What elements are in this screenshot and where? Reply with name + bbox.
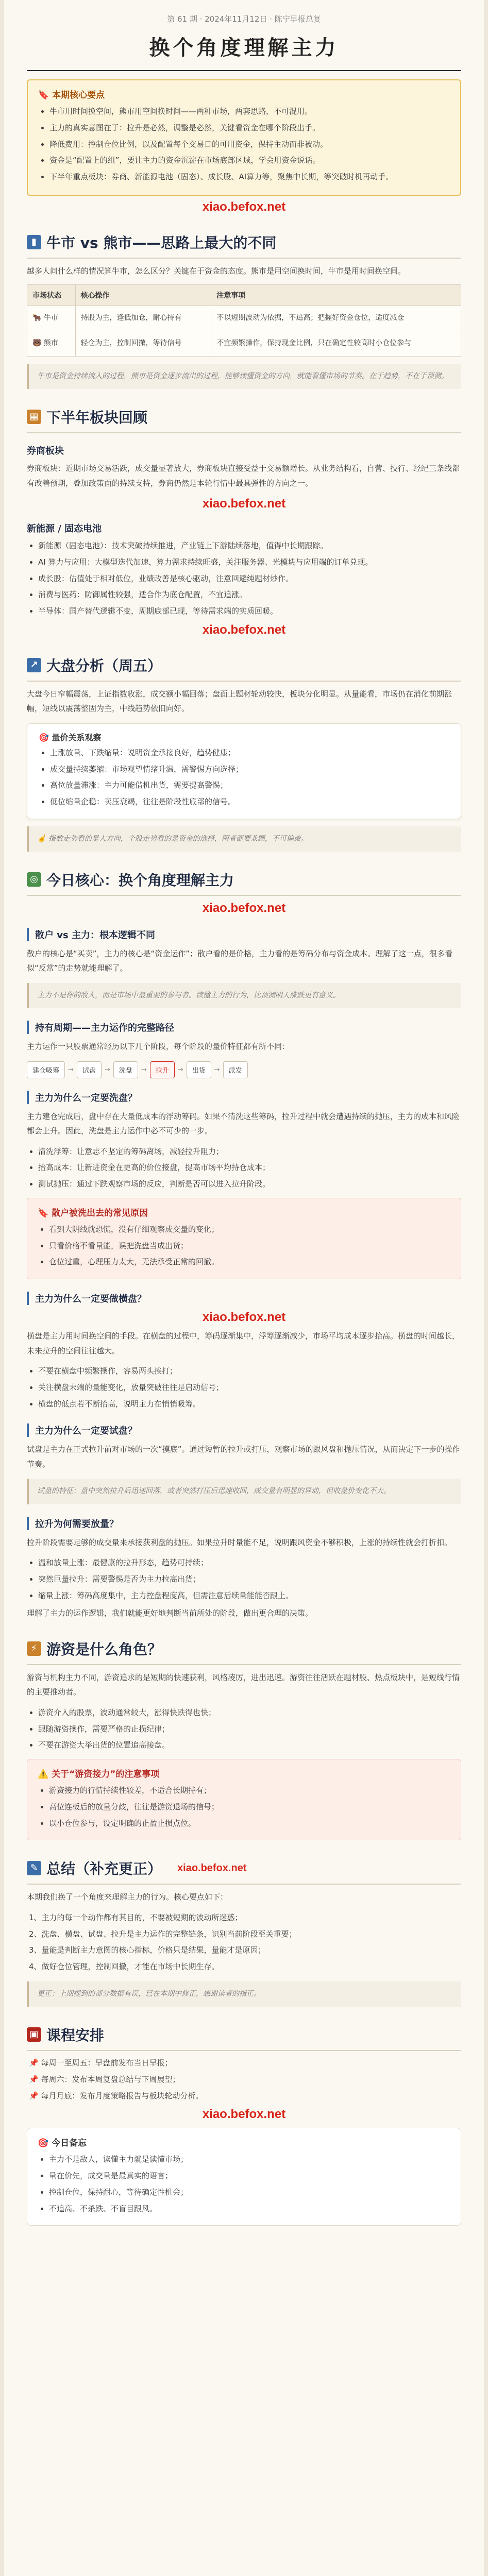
watermark: xiao.befox.net [202,901,286,915]
trend-icon: ↗ [27,658,41,672]
lightning-icon: ⚡ [27,1641,41,1656]
chart-icon: ▮ [27,235,41,249]
subheading: 券商板块 [27,446,64,457]
paragraph: 横盘是主力用时间换空间的手段。在横盘的过程中，筹码逐渐集中，浮筹逐渐减少，市场平均成本逐步抬高。横盘的时间越长，未来拉升的空间往往越大。 [27,1331,460,1355]
list-item: 3、量能是判断主力意图的核心指标，价格只是结果，量能才是原因； [29,1945,266,1955]
section-title: 总结（补充更正） [46,1860,162,1878]
list-item: • 半导体：国产替代逻辑不变，周期底部已现，等待需求端的实质回暖。 [38,604,461,619]
section-heading [27,406,461,433]
list-item: • 不要在横盘中频繁操作，容易两头挨打； [38,1364,461,1379]
section-heading [27,1858,461,1885]
table-cell: 不宜频繁操作，保持现金比例，只在确定性较高时小仓位参与 [211,331,461,357]
table-header: 核心操作 [75,285,211,306]
list-item: • 缩量上涨：筹码高度集中，主力控盘程度高，但需注意后续量能能否跟上。 [38,1589,461,1603]
bullet-list [27,1364,461,1411]
section-title: 课程安排 [46,2027,105,2044]
page-title: 换个角度理解主力 [149,36,339,60]
section-title: 大盘分析（周五） [46,657,162,674]
flow-step: 试盘 [77,1061,102,1078]
box-list [38,1784,450,1831]
list-item: • 控制仓位，保持耐心，等待确定性机会； [49,2185,450,2200]
paragraph: 游资与机构主力不同，游资追求的是短期的快速获利，风格凌厉，进出迅速。游资往往活跃在题材股、热点板块中，是短线行情的主要推动者。 [27,1672,460,1697]
table-row [27,306,461,331]
watermark: xiao.befox.net [177,1862,247,1874]
list-item: • 游资接力的行情持续性较差，不适合长期持有； [49,1784,450,1798]
note-icon: ✎ [27,1861,41,1875]
summary-points [27,1911,461,1974]
paragraph: 散户的核心是“买卖”，主力的核心是“资金运作”；散户看的是价格，主力看的是筹码分布与资金成本。理解了这一点，很多看似“反常”的走势就能理解了。 [27,948,453,973]
table-row [27,331,461,357]
list-item: • AI 算力与应用：大模型迭代加速，算力需求持续旺盛，关注服务器、光模块与应用端的订单兑现。 [38,555,461,570]
quote: 牛市是资金持续流入的过程，熊市是资金逐步流出的过程，能够读懂资金的方向，就能看懂市场的节奏。在于趋势，不在于预测。 [27,364,461,389]
bullet-list [27,1145,461,1192]
warning-box [27,1759,461,1840]
subheading: 主力为什么一定要洗盘？ [27,1091,461,1104]
list-item: • 低位缩量企稳：卖压衰竭，往往是阶段性底部的信号。 [50,795,449,809]
process-flow [27,1061,461,1078]
list-item: 📌 每周一至周五：早盘前发布当日早报； [29,2058,173,2068]
warning-box [27,1198,461,1279]
flow-step: 洗盘 [113,1061,138,1078]
table-cell: 🐂 牛市 [27,306,76,331]
box-title: 🎯 今日备忘 [38,2138,87,2149]
paragraph: 拉升阶段需要足够的成交量来承接获利盘的抛压。如果拉升时量能不足，说明跟风资金不够积极，上涨的持续性就会打折扣。 [27,1537,452,1547]
quote: ☝️ 指数走势看的是大方向，个股走势看的是资金的选择，两者都要兼顾，不可偏废。 [27,826,461,852]
section-heading [27,1638,461,1665]
list-item: • 仓位过重，心理压力太大，无法承受正常的回撤。 [49,1255,450,1269]
schedule-list [27,2056,461,2103]
list-item: 4、做好仓位管理，控制回撤，才能在市场中长期生存。 [29,1962,220,1972]
list-item: • 温和放量上涨：最健康的拉升形态，趋势可持续； [38,1556,461,1570]
arrow-icon: → [141,1065,147,1074]
summary-list [38,105,450,184]
bullet-list [27,1556,461,1603]
table-cell: 🐻 熊市 [27,331,76,357]
subheading: 散户 vs 主力：根本逻辑不同 [27,928,461,941]
flow-step: 建仓吸筹 [27,1061,65,1078]
paragraph: 本期我们换了一个角度来理解主力的行为。核心要点如下： [27,1892,228,1902]
info-card [27,723,461,819]
bullet-list [27,1706,461,1753]
summary-title: 🔖 本期核心要点 [38,90,105,100]
watermark: xiao.befox.net [202,1310,286,1325]
box-title: ⚠️ 关于“游资接力”的注意事项 [38,1769,160,1780]
box-title: 🔖 散户被洗出去的常见原因 [38,1208,148,1218]
list-item: • 跟随游资操作，需要严格的止损纪律； [38,1722,461,1737]
title-divider [27,70,461,71]
list-item: 1、主力的每一个动作都有其目的，不要被短期的波动所迷惑； [29,1912,243,1922]
watermark: xiao.befox.net [202,199,286,214]
list-item: 📌 每月月底：发布月度策略报告与板块轮动分析。 [29,2091,204,2100]
section-title: 今日核心：换个角度理解主力 [46,871,234,889]
section-title: 牛市 vs 熊市——思路上最大的不同 [46,234,277,251]
summary-item: • 下半年重点板块：券商、新能源电池（固态）、成长股、AI算力等，聚焦中长期，等突破时机再动手。 [49,170,450,184]
issue-line: 第 61 期 · 2024年11月12日 · 陈宁早报总复 [167,14,321,24]
flow-step: 派发 [223,1061,248,1078]
list-item: • 量在价先，成交量是最真实的语言； [49,2169,450,2183]
arrow-icon: → [177,1065,183,1074]
arrow-icon: → [214,1065,220,1074]
paragraph: 理解了主力的运作逻辑，我们就能更好地判断当前所处的阶段，做出更合理的决策。 [27,1608,313,1618]
list-item: • 不要在游资大举出货的位置追高接盘。 [38,1738,461,1753]
quote: 试盘的特征：盘中突然拉升后迅速回落，或者突然打压后迅速收回，成交量有明显的异动，但收盘价变化不大。 [27,1479,461,1504]
list-item: • 新能源（固态电池）：技术突破持续推进，产业链上下游陆续落地，值得中长期跟踪。 [38,539,461,553]
list-item: • 主力不是敌人，读懂主力就是读懂市场； [49,2153,450,2167]
section-title: 下半年板块回顾 [46,409,148,427]
paragraph: 主力运作一只股票通常经历以下几个阶段，每个阶段的量价特征都有所不同： [27,1042,290,1052]
quote: 更正：上期提到的部分数据有误，已在本期中修正，感谢读者的指正。 [27,1981,461,2007]
list-item: • 以小仓位参与，设定明确的止盈止损点位。 [49,1817,450,1831]
paragraph: 主力建仓完成后，盘中存在大量低成本的浮动筹码。如果不清洗这些筹码，拉升过程中就会遭遇持续的抛压，主力的成本和风险都会上升。因此，洗盘是主力运作中必不可少的一步。 [27,1111,460,1136]
list-item: • 成长股：估值处于相对低位，业绩改善是核心驱动，注意回避纯题材炒作。 [38,572,461,586]
article [4,0,484,2576]
summary-box [27,79,461,196]
list-item: • 消费与医药：防御属性较强，适合作为底仓配置，不宜追涨。 [38,588,461,602]
summary-item: • 降低费用：控制仓位比例，以及配置每个交易日的可用资金，保持主动而非被动。 [49,138,450,152]
card-list [39,746,449,809]
card-title: 🎯 量价关系观察 [39,732,102,742]
table-header: 注意事项 [211,285,461,306]
list-item: • 成交量持续萎缩：市场观望情绪升温，需警惕方向选择； [50,762,449,777]
list-item: • 关注横盘末端的量能变化，放量突破往往是启动信号； [38,1381,461,1395]
flow-step-active: 拉升 [150,1061,175,1078]
section-heading [27,2024,461,2051]
subheading: 主力为什么一定要做横盘？ [27,1292,461,1305]
watermark: xiao.befox.net [202,497,286,511]
box-list [38,2153,450,2216]
list-item: • 突然巨量拉升：需要警惕是否为主力拉高出货； [38,1572,461,1587]
subheading: 主力为什么一定要试盘？ [27,1423,461,1437]
section-heading [27,232,461,259]
watermark: xiao.befox.net [202,2107,286,2122]
list-item: • 只看价格不看量能，误把洗盘当成出货； [49,1239,450,1253]
list-item: • 高位放量滞涨：主力可能借机出货，需要提高警惕； [50,778,449,793]
list-item: • 横盘的低点若不断抬高，说明主力在悄悄吸筹。 [38,1397,461,1412]
list-item: 📌 每周六：发布本周复盘总结与下周展望； [29,2074,180,2084]
list-item: • 高位连板后的放量分歧，往往是游资退场的信号； [49,1800,450,1815]
list-item: 2、洗盘、横盘、试盘、拉升是主力运作的完整链条，识别当前阶段至关重要； [29,1929,297,1939]
paragraph: 越多人问什么样的情况算牛市，怎么区分？关键在于资金的态度。熊市是用空间换时间，牛市是用时间换空间。 [27,266,406,276]
calendar-icon: ▣ [27,2027,41,2042]
subheading: 持有周期——主力运作的完整路径 [27,1021,461,1034]
summary-item: • 资金是“配置上的组”，要让主力的资金沉淀在市场底部区域，学会用资金说话。 [49,154,450,168]
paragraph: 试盘是主力在正式拉升前对市场的一次“摸底”。通过短暂的拉升或打压，观察市场的跟风盘和抛压情况，从而决定下一步的操作节奏。 [27,1445,460,1469]
bullet-list [27,539,461,619]
table-cell: 轻仓为主，控制回撤，等待信号 [75,331,211,357]
paragraph: 大盘今日窄幅震荡，上证指数收涨，成交额小幅回落；盘面上题材轮动较快，板块分化明显。从量能看，市场仍在消化前期涨幅，短线以震荡整固为主，中线趋势依旧向好。 [27,689,452,714]
watermark: xiao.befox.net [202,622,286,637]
quote: 主力不是你的敌人，而是市场中最重要的参与者。读懂主力的行为，比预测明天涨跌更有意义。 [27,983,461,1008]
summary-item: • 主力的真实意图在于：拉升是必然，调整是必然，关键看资金在哪个阶段出手。 [49,121,450,135]
list-item: • 测试抛压：通过下跌观察市场的反应，判断是否可以进入拉升阶段。 [38,1177,461,1192]
list-item: • 上涨放量、下跌缩量：说明资金承接良好，趋势健康； [50,746,449,760]
section-title: 游资是什么角色？ [46,1640,162,1658]
list-item: • 清洗浮筹：让意志不坚定的筹码离场，减轻拉升阻力； [38,1145,461,1159]
list-item: • 不追高、不杀跌、不盲目跟风。 [49,2202,450,2216]
list-item: • 抬高成本：让新进资金在更高的价位接盘，提高市场平均持仓成本； [38,1161,461,1175]
comparison-table [27,284,461,357]
memo-box [27,2128,461,2226]
subheading: 新能源 / 固态电池 [27,523,102,535]
paragraph: 券商板块：近期市场交易活跃，成交量显著放大，券商板块直接受益于交易额增长。从业务结构看，自营、投行、经纪三条线都有改善预期，叠加政策面的持续支持，券商仍然是本轮行情中最具弹性的方向之一。 [27,464,460,488]
section-heading [27,655,461,682]
arrow-icon: → [104,1065,110,1074]
table-cell: 持股为主，逢低加仓，耐心持有 [75,306,211,331]
summary-item: • 牛市用时间换空间，熊市用空间换时间——两种市场，两套思路，不可混用。 [49,105,450,119]
subheading: 拉升为何需要放量？ [27,1517,461,1530]
section-heading [27,869,461,896]
box-list [38,1223,450,1269]
arrow-icon: → [68,1065,74,1074]
table-cell: 不以短期波动为依据，不追高；把握好资金仓位，适度减仓 [211,306,461,331]
target-icon: ◎ [27,872,41,887]
list-item: • 游资介入的股票，波动通常较大，涨得快跌得也快； [38,1706,461,1720]
table-header: 市场状态 [27,285,76,306]
calendar-icon: ▦ [27,410,41,424]
flow-step: 出货 [187,1061,211,1078]
list-item: • 看到大阴线就恐慌，没有仔细观察成交量的变化； [49,1223,450,1237]
